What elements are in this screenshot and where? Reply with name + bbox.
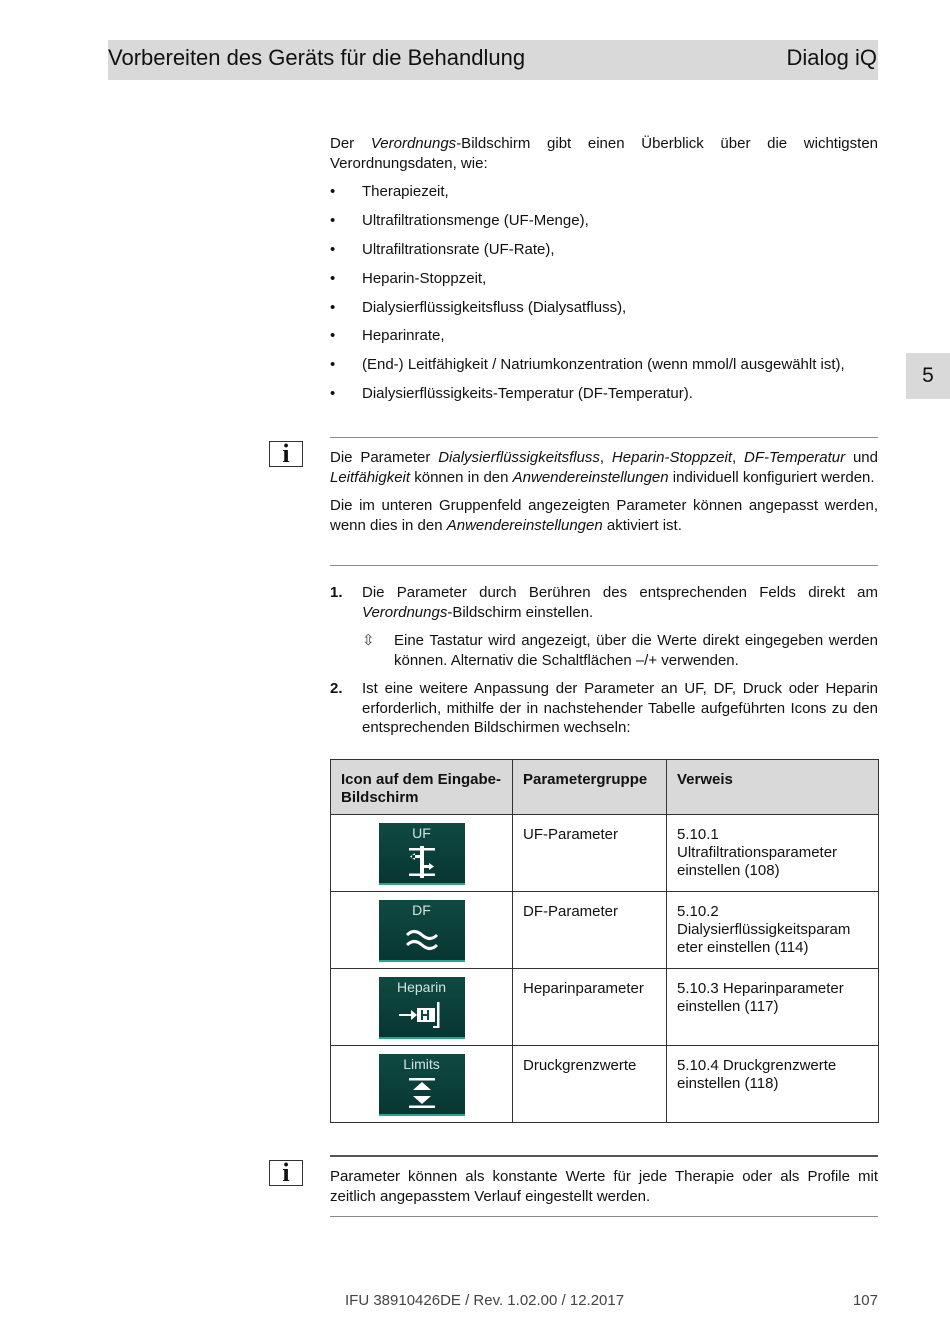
note-paragraph: Parameter können als konstante Werte für jede Therapie oder als Profile mit zeitlich angepasstem Verlauf eingestellt werden. — [330, 1168, 878, 1205]
step-result — [362, 631, 878, 670]
note-paragraph — [330, 448, 878, 487]
list-item: • Dialysierflüssigkeitsfluss (Dialysatfluss), — [330, 298, 890, 327]
info-icon: i — [269, 1160, 303, 1186]
note2-divider-top — [330, 1155, 878, 1157]
icon-cell — [331, 969, 513, 1046]
result-text: Eine Tastatur wird angezeigt, über die Werte direkt eingegeben werden können. Alternativ die Schaltflächen –/+ verwenden. — [394, 632, 878, 669]
list-item: • Ultrafiltrationsrate (UF-Rate), — [330, 240, 890, 269]
step-1 — [330, 583, 878, 622]
chapter-tab: 5 — [906, 353, 950, 399]
parameter-group: Heparinparameter — [513, 969, 667, 1046]
reference-link[interactable]: 5.10.4 Druckgrenzwerte einstellen (118) — [667, 1046, 879, 1123]
step-number: 2. — [330, 680, 343, 697]
note-divider-bottom — [330, 565, 878, 566]
reference-link[interactable]: 5.10.3 Heparinparameter einstellen (117) — [667, 969, 879, 1046]
note-text: und — [845, 449, 878, 466]
list-item: • (End-) Leitfähigkeit / Natriumkonzentration (wenn mmol/l ausgewählt ist), — [330, 355, 890, 384]
info-icon: i — [269, 441, 303, 467]
list-item: • Dialysierflüssigkeits-Temperatur (DF-Temperatur). — [330, 384, 890, 413]
icon-cell — [331, 815, 513, 892]
icon-label: UF — [412, 825, 431, 841]
limits-button — [379, 1054, 465, 1116]
note-term: Dialysierflüssigkeitsfluss — [438, 449, 600, 466]
column-header: Parametergruppe — [513, 760, 667, 815]
list-item: • Heparin-Stoppzeit, — [330, 269, 890, 298]
intro-paragraph — [330, 134, 878, 173]
uf-button — [379, 823, 465, 885]
limits-icon — [403, 1076, 441, 1110]
table-row — [331, 969, 879, 1046]
parameter-group: UF-Parameter — [513, 815, 667, 892]
step-number: 1. — [330, 584, 343, 601]
document-reference: IFU 38910426DE / Rev. 1.02.00 / 12.2017 — [345, 1292, 625, 1309]
page-title: Vorbereiten des Geräts für die Behandlung — [108, 45, 526, 70]
note-divider-top — [330, 437, 878, 438]
step-2 — [330, 679, 878, 738]
table-header-row — [331, 760, 879, 815]
icon-label: Heparin — [396, 979, 447, 995]
instruction-steps — [330, 583, 878, 747]
note-term: DF-Temperatur — [744, 449, 846, 466]
icon-reference-table — [330, 759, 879, 1123]
table-row — [331, 892, 879, 969]
table-row — [331, 815, 879, 892]
table-row — [331, 1046, 879, 1123]
step-text: Die Parameter durch Berühren des entsprechenden Felds direkt am — [362, 584, 878, 601]
note-term: Leitfähigkeit — [330, 468, 411, 486]
icon-label: Limits — [403, 1056, 440, 1072]
uf-arrows-icon — [403, 845, 441, 879]
note-term: Anwendereinstellungen — [512, 468, 669, 486]
note-text: individuell konfiguriert werden. — [668, 468, 875, 486]
step-screen-name: Verordnungs — [362, 603, 448, 621]
intro-text: Der — [330, 135, 371, 152]
df-button — [379, 900, 465, 962]
intro-screen-name: Verordnungs — [370, 135, 457, 152]
page-number: 107 — [852, 1292, 878, 1309]
icon-cell — [331, 892, 513, 969]
info-note — [330, 448, 878, 544]
parameter-group: DF-Parameter — [513, 892, 667, 969]
syringe-icon — [397, 999, 447, 1033]
note-text: Die Parameter — [330, 449, 439, 466]
intro-text-end: -Bildschirm gibt einen Überblick über die wichtigsten Verordnungsdaten, wie: — [330, 135, 878, 172]
df-wave-icon — [403, 922, 441, 956]
column-header: Icon auf dem Eingabe-Bildschirm — [331, 760, 513, 815]
note-text: können in den — [410, 468, 513, 486]
reference-link[interactable]: 5.10.2 Dialysierflüssigkeitsparam eter einstellen (114) — [667, 892, 879, 969]
note2-divider-bottom — [330, 1216, 878, 1217]
note-paragraph — [330, 496, 878, 535]
step-text: Ist eine weitere Anpassung der Parameter an UF, DF, Druck oder Heparin erforderlich, mithilfe der in nachstehender Tabelle aufgeführten Icons zu den entsprechenden Bildschirmen wechseln: — [362, 680, 878, 736]
info-note-2 — [330, 1167, 878, 1215]
parameter-group: Druckgrenzwerte — [513, 1046, 667, 1123]
note-text: , — [732, 449, 744, 466]
note-text: Die im unteren Gruppenfeld angezeigten Parameter können angepasst werden, wenn dies in den — [330, 497, 878, 534]
list-item: • Heparinrate, — [330, 326, 890, 355]
note-text: aktiviert ist. — [602, 516, 682, 534]
note-text: , — [599, 449, 612, 466]
product-name: Dialog iQ — [786, 45, 877, 70]
note-term: Heparin-Stoppzeit — [611, 449, 732, 466]
column-header: Verweis — [667, 760, 879, 815]
step-text: -Bildschirm einstellen. — [447, 603, 594, 621]
icon-label: DF — [412, 902, 431, 918]
list-item: • Therapiezeit, — [330, 182, 890, 211]
icon-cell — [331, 1046, 513, 1123]
heparin-button — [379, 977, 465, 1039]
result-arrow-icon: ⇳ — [362, 632, 375, 649]
reference-link[interactable]: 5.10.1 Ultrafiltrationsparameter einstellen (108) — [667, 815, 879, 892]
list-item: • Ultrafiltrationsmenge (UF-Menge), — [330, 211, 890, 240]
parameter-list — [330, 182, 890, 413]
note-term: Anwendereinstellungen — [446, 516, 603, 534]
